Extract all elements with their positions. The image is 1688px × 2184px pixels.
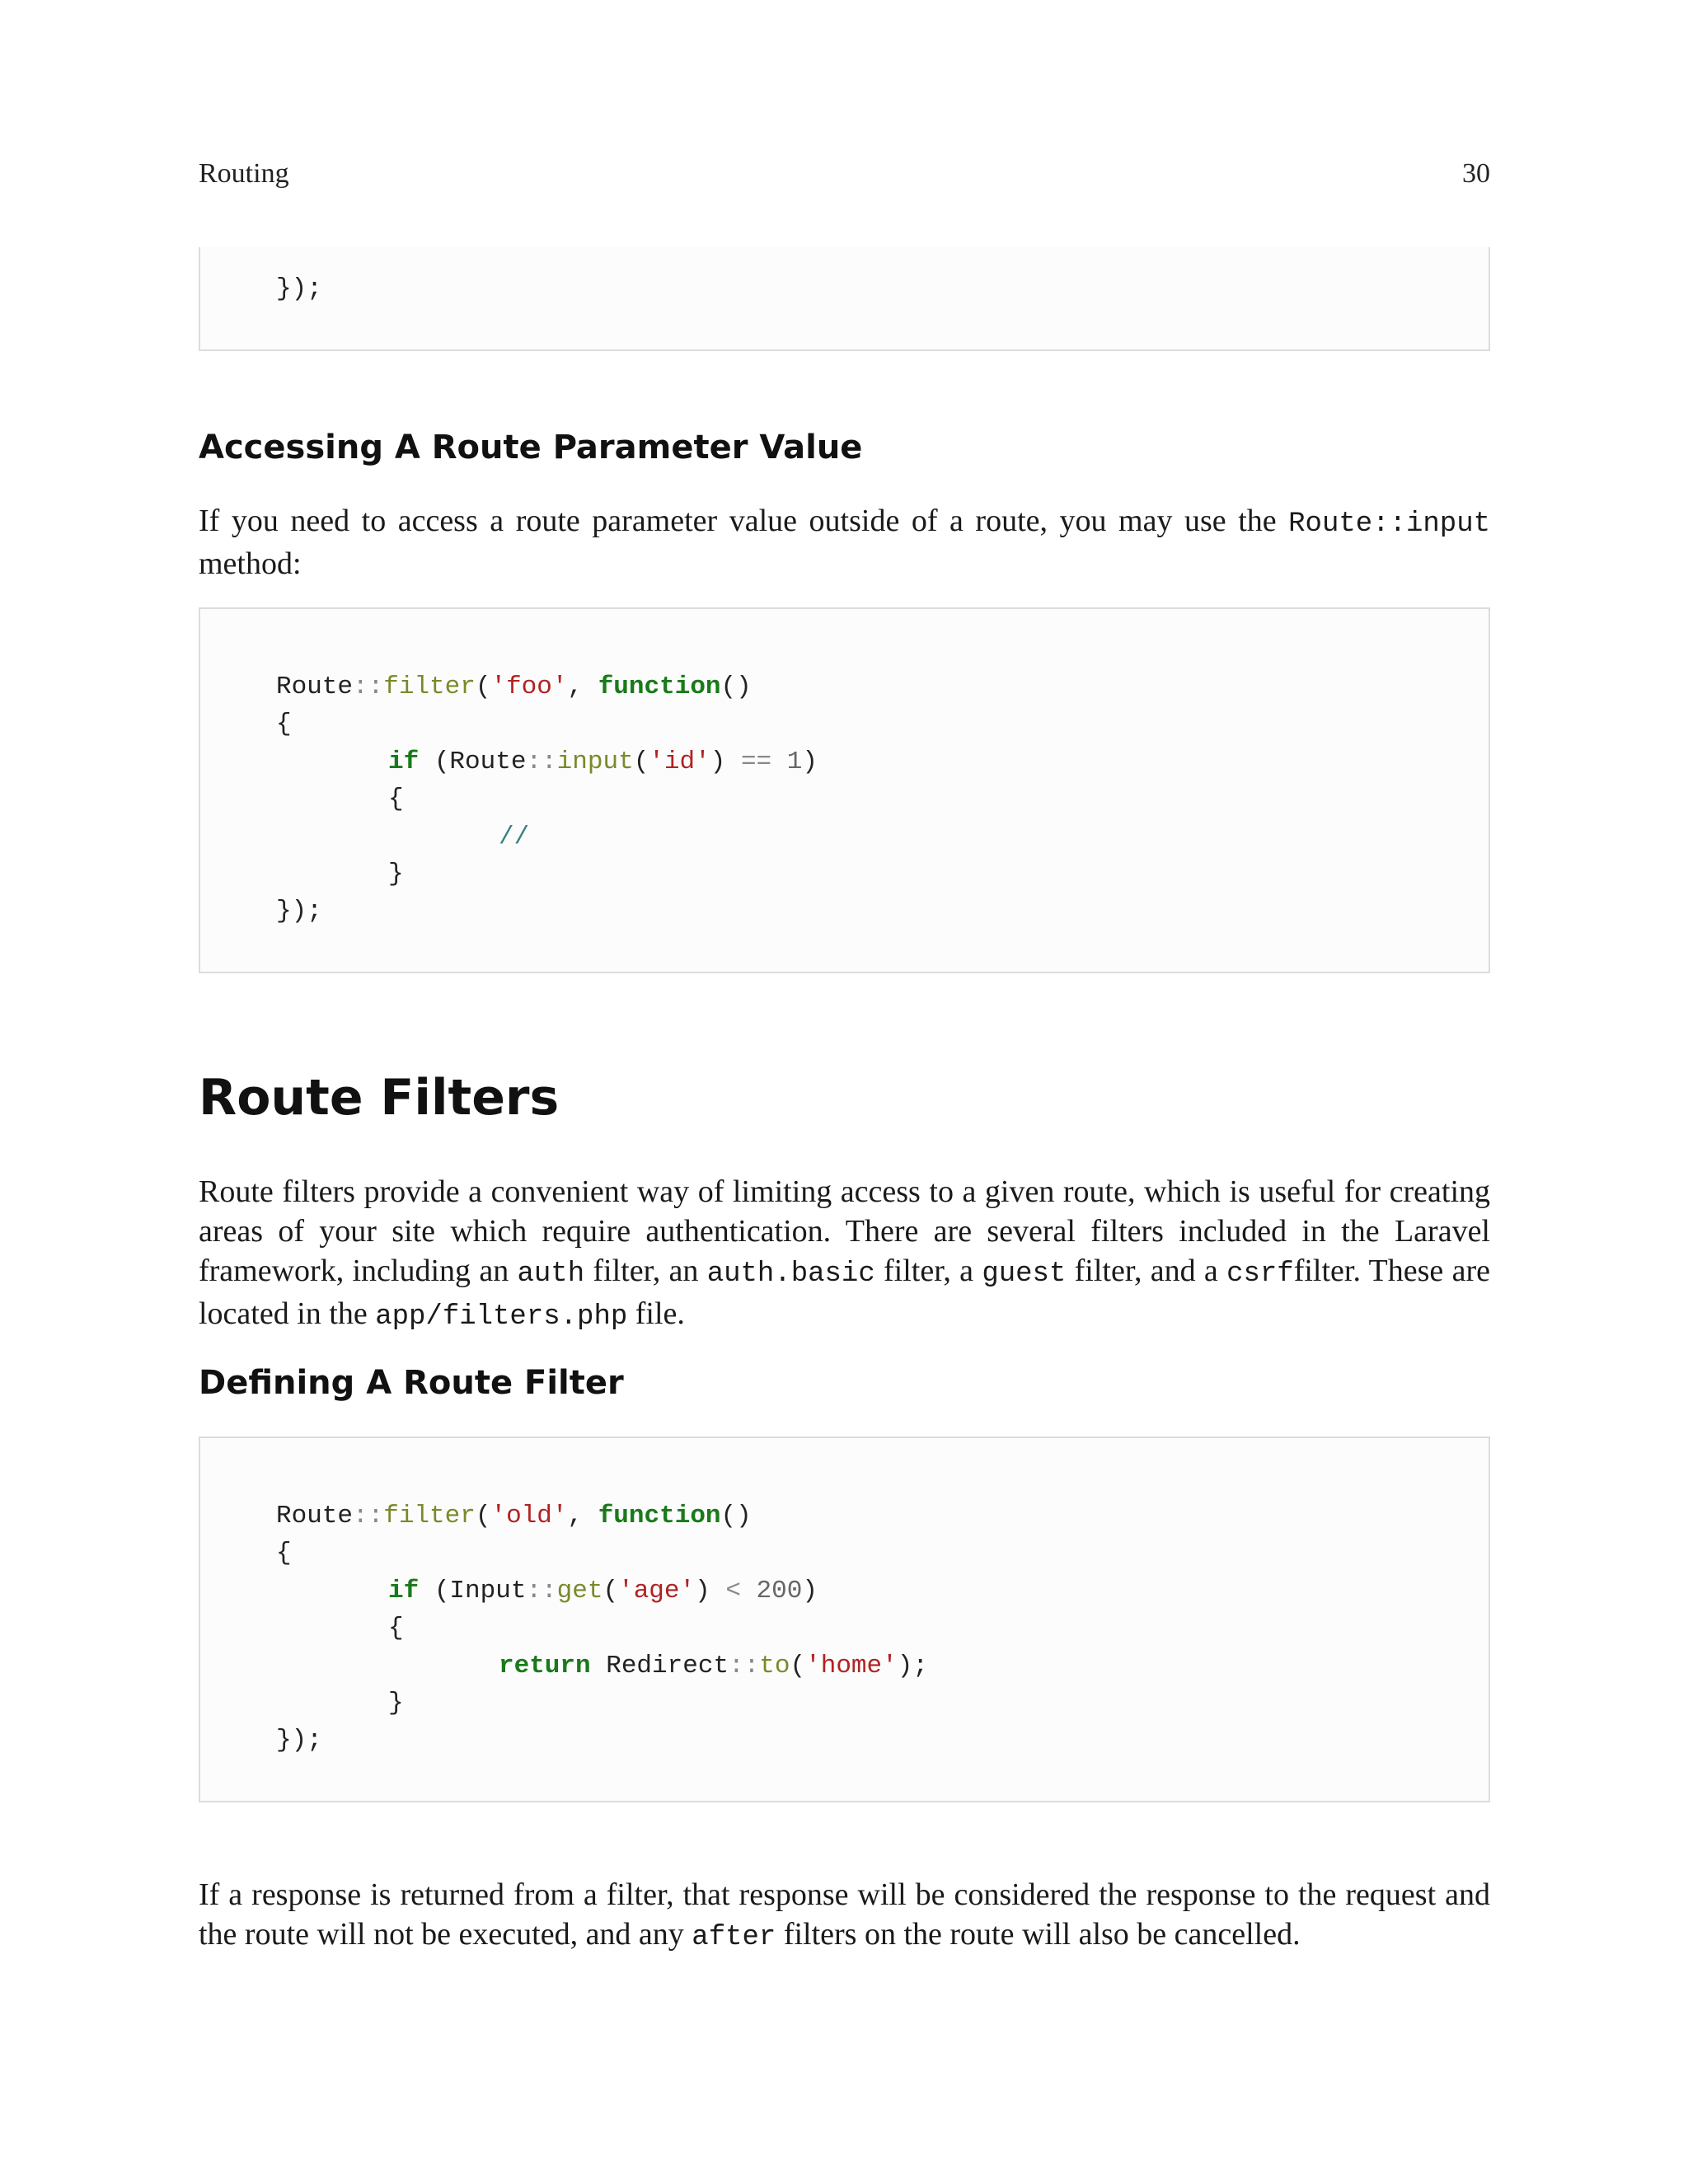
subheading-defining-filter: Defining A Route Filter <box>199 1364 624 1402</box>
code-line: } <box>388 1689 404 1718</box>
running-header <box>199 158 1490 190</box>
code-line: } <box>388 860 404 888</box>
inline-code: app/filters.php <box>375 1301 628 1333</box>
text: file. <box>627 1296 685 1331</box>
text: If a response is returned from a filter, that response will be considered the response to the request and the route will not be executed, and any <box>199 1877 1490 1952</box>
code-line: }); <box>276 274 322 303</box>
section-heading-route-filters: Route Filters <box>199 1069 560 1127</box>
paragraph-route-input <box>199 501 1490 583</box>
code-line: { <box>276 1539 292 1568</box>
page-number: 30 <box>1462 158 1490 189</box>
code-comment: // <box>499 823 530 851</box>
code-line: }); <box>276 897 322 926</box>
chapter-title: Routing <box>199 158 289 189</box>
inline-code: guest <box>982 1258 1067 1290</box>
paragraph-route-filters <box>199 1172 1490 1337</box>
code-line: if (Input::get('age') < 200) <box>388 1577 818 1605</box>
code-line: Route::filter('foo', function() <box>276 673 752 701</box>
code-line: Route::filter('old', function() <box>276 1502 752 1530</box>
inline-code: after <box>692 1922 776 1953</box>
code-line: if (Route::input('id') == 1) <box>388 748 818 776</box>
paragraph-filter-response <box>199 1875 1490 1957</box>
inline-code: Route::input <box>1288 509 1490 540</box>
text: filter. These are located in the <box>199 1254 1490 1331</box>
code-line: { <box>276 710 292 738</box>
text: If you need to access a route parameter value outside of a route, you may use the <box>199 504 1289 538</box>
code-line: { <box>388 785 404 813</box>
text: Route filters provide a convenient way of limiting access to a given route, which is useful for creating areas of your site which require authentication. There are several filters included in the Laravel framework, including an <box>199 1174 1490 1288</box>
text: filter, a <box>874 1254 982 1288</box>
text: method: <box>199 546 302 581</box>
inline-code: auth.basic <box>706 1258 875 1290</box>
code-line: { <box>388 1614 404 1643</box>
text: filter, and a <box>1066 1254 1227 1288</box>
inline-code: auth <box>517 1258 585 1290</box>
subheading-accessing-parameter: Accessing A Route Parameter Value <box>199 429 863 466</box>
code-block-fragment <box>199 247 1490 351</box>
code-block-foo-filter <box>199 607 1490 973</box>
code-line: }); <box>276 1726 322 1755</box>
text: filters on the route will also be cancelled. <box>776 1917 1301 1952</box>
text: filter, an <box>584 1254 707 1288</box>
inline-code: csrf <box>1226 1258 1294 1290</box>
code-block-old-filter <box>199 1436 1490 1802</box>
code-line: return Redirect::to('home'); <box>499 1652 928 1680</box>
